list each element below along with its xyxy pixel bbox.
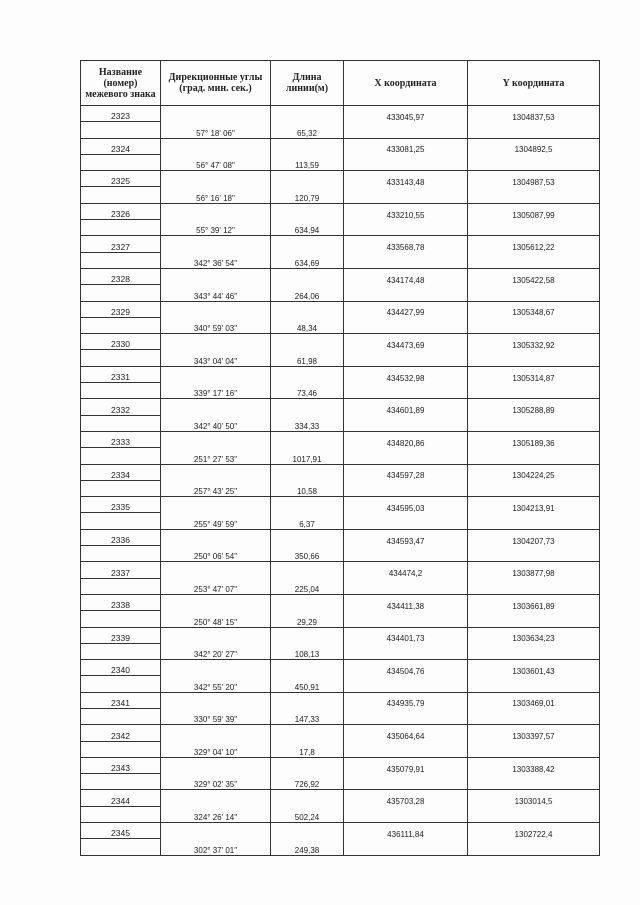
empty-cell xyxy=(344,415,468,431)
line-length-cell: 120,79 xyxy=(271,187,344,203)
line-length-cell: 113,59 xyxy=(271,154,344,170)
header-y-coordinate: Y координата xyxy=(468,61,600,106)
empty-cell xyxy=(161,399,271,415)
line-length-cell: 249,38 xyxy=(271,839,344,855)
empty-cell xyxy=(344,806,468,822)
marker-name-cell: 2337 xyxy=(81,562,161,578)
empty-cell xyxy=(468,252,600,268)
empty-cell xyxy=(468,774,600,790)
y-coordinate-cell: 1303634,23 xyxy=(468,627,600,643)
marker-name-cell: 2341 xyxy=(81,692,161,708)
x-coordinate-cell: 434473,69 xyxy=(344,334,468,350)
empty-cell xyxy=(271,757,344,773)
empty-cell xyxy=(161,268,271,284)
empty-cell xyxy=(271,823,344,839)
line-length-cell: 726,92 xyxy=(271,774,344,790)
empty-cell xyxy=(344,187,468,203)
empty-cell xyxy=(161,106,271,122)
empty-cell xyxy=(344,774,468,790)
empty-cell xyxy=(344,676,468,692)
y-coordinate-cell: 1305422,58 xyxy=(468,268,600,284)
empty-cell xyxy=(161,497,271,513)
direction-angle-cell: 56° 47' 08" xyxy=(161,154,271,170)
table-row-point xyxy=(81,497,600,513)
empty-cell xyxy=(344,480,468,496)
x-coordinate-cell: 434427,99 xyxy=(344,301,468,317)
table-row-point xyxy=(81,757,600,773)
empty-cell xyxy=(468,839,600,855)
x-coordinate-cell: 433081,25 xyxy=(344,138,468,154)
empty-cell xyxy=(468,480,600,496)
line-length-cell: 264,06 xyxy=(271,285,344,301)
table-row-segment xyxy=(81,708,600,724)
empty-cell xyxy=(271,790,344,806)
empty-cell xyxy=(344,317,468,333)
y-coordinate-cell: 1303014,5 xyxy=(468,790,600,806)
y-coordinate-cell: 1304213,91 xyxy=(468,497,600,513)
y-coordinate-cell: 1303661,89 xyxy=(468,594,600,610)
empty-cell xyxy=(468,448,600,464)
empty-cell xyxy=(81,220,161,236)
line-length-cell: 634,94 xyxy=(271,220,344,236)
empty-cell xyxy=(161,138,271,154)
table-row-segment xyxy=(81,546,600,562)
y-coordinate-cell: 1303397,57 xyxy=(468,725,600,741)
empty-cell xyxy=(161,464,271,480)
table-row-point xyxy=(81,660,600,676)
empty-cell xyxy=(468,708,600,724)
empty-cell xyxy=(81,774,161,790)
empty-cell xyxy=(271,399,344,415)
marker-name-cell: 2328 xyxy=(81,268,161,284)
line-length-cell: 65,32 xyxy=(271,122,344,138)
marker-name-cell: 2340 xyxy=(81,660,161,676)
y-coordinate-cell: 1303388,42 xyxy=(468,757,600,773)
empty-cell xyxy=(81,578,161,594)
table-row-segment xyxy=(81,252,600,268)
table-row-segment xyxy=(81,741,600,757)
x-coordinate-cell: 435064,64 xyxy=(344,725,468,741)
x-coordinate-cell: 434411,38 xyxy=(344,594,468,610)
empty-cell xyxy=(344,611,468,627)
table-row-segment xyxy=(81,285,600,301)
table-body xyxy=(81,106,600,856)
empty-cell xyxy=(344,578,468,594)
empty-cell xyxy=(81,741,161,757)
header-direction-angles: Дирекционные углы (град. мин. сек.) xyxy=(161,61,271,106)
empty-cell xyxy=(161,757,271,773)
table-row-segment xyxy=(81,350,600,366)
direction-angle-cell: 330° 59' 39" xyxy=(161,708,271,724)
empty-cell xyxy=(81,187,161,203)
line-length-cell: 634,69 xyxy=(271,252,344,268)
y-coordinate-cell: 1304224,25 xyxy=(468,464,600,480)
empty-cell xyxy=(271,431,344,447)
line-length-cell: 450,91 xyxy=(271,676,344,692)
empty-cell xyxy=(468,415,600,431)
marker-name-cell: 2335 xyxy=(81,497,161,513)
line-length-cell: 350,66 xyxy=(271,546,344,562)
table-row-point xyxy=(81,692,600,708)
table-row-point xyxy=(81,431,600,447)
marker-name-cell: 2339 xyxy=(81,627,161,643)
header-x-coordinate: X координата xyxy=(344,61,468,106)
empty-cell xyxy=(161,366,271,382)
direction-angle-cell: 56° 16' 18" xyxy=(161,187,271,203)
empty-cell xyxy=(81,611,161,627)
empty-cell xyxy=(81,513,161,529)
y-coordinate-cell: 1303601,43 xyxy=(468,660,600,676)
empty-cell xyxy=(81,676,161,692)
marker-name-cell: 2342 xyxy=(81,725,161,741)
direction-angle-cell: 251° 27' 53" xyxy=(161,448,271,464)
empty-cell xyxy=(81,708,161,724)
empty-cell xyxy=(468,611,600,627)
direction-angle-cell: 342° 40' 50" xyxy=(161,415,271,431)
empty-cell xyxy=(81,480,161,496)
empty-cell xyxy=(161,594,271,610)
empty-cell xyxy=(161,725,271,741)
empty-cell xyxy=(271,529,344,545)
empty-cell xyxy=(81,806,161,822)
x-coordinate-cell: 434601,89 xyxy=(344,399,468,415)
empty-cell xyxy=(271,627,344,643)
table-row-segment xyxy=(81,187,600,203)
empty-cell xyxy=(344,252,468,268)
x-coordinate-cell: 434532,98 xyxy=(344,366,468,382)
empty-cell xyxy=(344,350,468,366)
empty-cell xyxy=(271,138,344,154)
direction-angle-cell: 342° 36' 54" xyxy=(161,252,271,268)
line-length-cell: 17,8 xyxy=(271,741,344,757)
x-coordinate-cell: 434504,76 xyxy=(344,660,468,676)
table-row-segment xyxy=(81,480,600,496)
empty-cell xyxy=(271,268,344,284)
empty-cell xyxy=(271,692,344,708)
marker-name-cell: 2332 xyxy=(81,399,161,415)
table-row-segment xyxy=(81,415,600,431)
y-coordinate-cell: 1303877,98 xyxy=(468,562,600,578)
line-length-cell: 147,33 xyxy=(271,708,344,724)
marker-name-cell: 2324 xyxy=(81,138,161,154)
x-coordinate-cell: 436111,84 xyxy=(344,823,468,839)
table-row-point xyxy=(81,106,600,122)
table-row-point xyxy=(81,138,600,154)
y-coordinate-cell: 1303469,01 xyxy=(468,692,600,708)
empty-cell xyxy=(161,562,271,578)
empty-cell xyxy=(81,350,161,366)
y-coordinate-cell: 1304837,53 xyxy=(468,106,600,122)
empty-cell xyxy=(81,643,161,659)
direction-angle-cell: 343° 44' 46" xyxy=(161,285,271,301)
empty-cell xyxy=(344,154,468,170)
direction-angle-cell: 339° 17' 16" xyxy=(161,383,271,399)
empty-cell xyxy=(344,643,468,659)
empty-cell xyxy=(271,497,344,513)
table-row-segment xyxy=(81,317,600,333)
line-length-cell: 61,98 xyxy=(271,350,344,366)
direction-angle-cell: 302° 37' 01" xyxy=(161,839,271,855)
y-coordinate-cell: 1304987,53 xyxy=(468,171,600,187)
empty-cell xyxy=(468,741,600,757)
x-coordinate-cell: 434935,79 xyxy=(344,692,468,708)
empty-cell xyxy=(468,676,600,692)
empty-cell xyxy=(161,431,271,447)
empty-cell xyxy=(344,546,468,562)
empty-cell xyxy=(81,252,161,268)
empty-cell xyxy=(271,660,344,676)
empty-cell xyxy=(161,627,271,643)
direction-angle-cell: 57° 18' 06" xyxy=(161,122,271,138)
x-coordinate-cell: 434595,03 xyxy=(344,497,468,513)
empty-cell xyxy=(468,220,600,236)
marker-name-cell: 2344 xyxy=(81,790,161,806)
y-coordinate-cell: 1305348,67 xyxy=(468,301,600,317)
empty-cell xyxy=(468,578,600,594)
line-length-cell: 48,34 xyxy=(271,317,344,333)
empty-cell xyxy=(161,660,271,676)
marker-name-cell: 2330 xyxy=(81,334,161,350)
empty-cell xyxy=(81,839,161,855)
direction-angle-cell: 342° 55' 20" xyxy=(161,676,271,692)
line-length-cell: 108,13 xyxy=(271,643,344,659)
table-row-segment xyxy=(81,643,600,659)
table-row-segment xyxy=(81,806,600,822)
table-row-point xyxy=(81,627,600,643)
empty-cell xyxy=(344,513,468,529)
x-coordinate-cell: 434597,28 xyxy=(344,464,468,480)
x-coordinate-cell: 433045,97 xyxy=(344,106,468,122)
table-row-segment xyxy=(81,611,600,627)
line-length-cell: 502,24 xyxy=(271,806,344,822)
table-row-point xyxy=(81,725,600,741)
y-coordinate-cell: 1305314,87 xyxy=(468,366,600,382)
marker-name-cell: 2325 xyxy=(81,171,161,187)
table-row-segment xyxy=(81,122,600,138)
table-header-row xyxy=(81,61,600,106)
table-row-point xyxy=(81,594,600,610)
empty-cell xyxy=(81,546,161,562)
empty-cell xyxy=(161,692,271,708)
direction-angle-cell: 340° 59' 03" xyxy=(161,317,271,333)
empty-cell xyxy=(161,529,271,545)
table-row-segment xyxy=(81,448,600,464)
empty-cell xyxy=(344,839,468,855)
empty-cell xyxy=(271,562,344,578)
empty-cell xyxy=(161,301,271,317)
direction-angle-cell: 255° 49' 59" xyxy=(161,513,271,529)
table-row-segment xyxy=(81,839,600,855)
empty-cell xyxy=(81,285,161,301)
empty-cell xyxy=(468,806,600,822)
table-row-point xyxy=(81,399,600,415)
table-row-point xyxy=(81,268,600,284)
table-row-segment xyxy=(81,220,600,236)
y-coordinate-cell: 1302722,4 xyxy=(468,823,600,839)
x-coordinate-cell: 434174,48 xyxy=(344,268,468,284)
x-coordinate-cell: 433568,78 xyxy=(344,236,468,252)
line-length-cell: 1017,91 xyxy=(271,448,344,464)
empty-cell xyxy=(81,415,161,431)
empty-cell xyxy=(468,643,600,659)
table-row-point xyxy=(81,334,600,350)
y-coordinate-cell: 1305288,89 xyxy=(468,399,600,415)
y-coordinate-cell: 1304892,5 xyxy=(468,138,600,154)
table-row-segment xyxy=(81,513,600,529)
empty-cell xyxy=(468,513,600,529)
empty-cell xyxy=(81,154,161,170)
empty-cell xyxy=(344,448,468,464)
empty-cell xyxy=(468,546,600,562)
line-length-cell: 334,33 xyxy=(271,415,344,431)
table-row-point xyxy=(81,366,600,382)
empty-cell xyxy=(161,171,271,187)
direction-angle-cell: 324° 26' 14" xyxy=(161,806,271,822)
empty-cell xyxy=(344,708,468,724)
empty-cell xyxy=(161,790,271,806)
marker-name-cell: 2326 xyxy=(81,203,161,219)
x-coordinate-cell: 434593,47 xyxy=(344,529,468,545)
line-length-cell: 225,04 xyxy=(271,578,344,594)
direction-angle-cell: 250° 06' 54" xyxy=(161,546,271,562)
direction-angle-cell: 342° 20' 27" xyxy=(161,643,271,659)
direction-angle-cell: 250° 48' 15" xyxy=(161,611,271,627)
empty-cell xyxy=(344,285,468,301)
empty-cell xyxy=(468,383,600,399)
table-row-segment xyxy=(81,676,600,692)
y-coordinate-cell: 1305612,22 xyxy=(468,236,600,252)
empty-cell xyxy=(468,285,600,301)
empty-cell xyxy=(271,725,344,741)
x-coordinate-cell: 433143,48 xyxy=(344,171,468,187)
table-row-point xyxy=(81,790,600,806)
empty-cell xyxy=(271,366,344,382)
marker-name-cell: 2334 xyxy=(81,464,161,480)
empty-cell xyxy=(81,448,161,464)
marker-name-cell: 2333 xyxy=(81,431,161,447)
empty-cell xyxy=(468,187,600,203)
empty-cell xyxy=(271,334,344,350)
marker-name-cell: 2327 xyxy=(81,236,161,252)
line-length-cell: 29,29 xyxy=(271,611,344,627)
empty-cell xyxy=(344,741,468,757)
header-line-length: Длина линии(м) xyxy=(271,61,344,106)
line-length-cell: 10,58 xyxy=(271,480,344,496)
marker-name-cell: 2331 xyxy=(81,366,161,382)
marker-name-cell: 2343 xyxy=(81,757,161,773)
empty-cell xyxy=(81,122,161,138)
empty-cell xyxy=(81,317,161,333)
empty-cell xyxy=(271,301,344,317)
table-row-point xyxy=(81,236,600,252)
x-coordinate-cell: 434820,86 xyxy=(344,431,468,447)
header-marker-name: Название (номер) межевого знака xyxy=(81,61,161,106)
x-coordinate-cell: 435703,28 xyxy=(344,790,468,806)
direction-angle-cell: 55° 39' 12" xyxy=(161,220,271,236)
table-row-point xyxy=(81,203,600,219)
y-coordinate-cell: 1305189,36 xyxy=(468,431,600,447)
table-row-point xyxy=(81,562,600,578)
empty-cell xyxy=(81,383,161,399)
table-row-point xyxy=(81,171,600,187)
boundary-coordinates-table xyxy=(80,60,600,856)
direction-angle-cell: 253° 47' 07" xyxy=(161,578,271,594)
empty-cell xyxy=(468,122,600,138)
y-coordinate-cell: 1305332,92 xyxy=(468,334,600,350)
direction-angle-cell: 329° 02' 35" xyxy=(161,774,271,790)
empty-cell xyxy=(271,171,344,187)
empty-cell xyxy=(271,236,344,252)
direction-angle-cell: 329° 04' 10" xyxy=(161,741,271,757)
x-coordinate-cell: 433210,55 xyxy=(344,203,468,219)
empty-cell xyxy=(344,220,468,236)
direction-angle-cell: 343° 04' 04" xyxy=(161,350,271,366)
empty-cell xyxy=(468,317,600,333)
y-coordinate-cell: 1305087,99 xyxy=(468,203,600,219)
table-row-segment xyxy=(81,774,600,790)
x-coordinate-cell: 434474,2 xyxy=(344,562,468,578)
x-coordinate-cell: 435079,91 xyxy=(344,757,468,773)
table-row-point xyxy=(81,301,600,317)
line-length-cell: 73,46 xyxy=(271,383,344,399)
empty-cell xyxy=(161,203,271,219)
table-row-segment xyxy=(81,383,600,399)
table-row-segment xyxy=(81,154,600,170)
empty-cell xyxy=(271,106,344,122)
empty-cell xyxy=(161,334,271,350)
empty-cell xyxy=(271,464,344,480)
empty-cell xyxy=(271,594,344,610)
y-coordinate-cell: 1304207,73 xyxy=(468,529,600,545)
marker-name-cell: 2336 xyxy=(81,529,161,545)
marker-name-cell: 2323 xyxy=(81,106,161,122)
empty-cell xyxy=(344,383,468,399)
empty-cell xyxy=(344,122,468,138)
marker-name-cell: 2345 xyxy=(81,823,161,839)
empty-cell xyxy=(468,154,600,170)
table-row-segment xyxy=(81,578,600,594)
direction-angle-cell: 257° 43' 25" xyxy=(161,480,271,496)
empty-cell xyxy=(468,350,600,366)
table-row-point xyxy=(81,529,600,545)
empty-cell xyxy=(161,823,271,839)
marker-name-cell: 2329 xyxy=(81,301,161,317)
line-length-cell: 6,37 xyxy=(271,513,344,529)
coordinates-sheet xyxy=(80,60,599,855)
empty-cell xyxy=(161,236,271,252)
table-row-point xyxy=(81,464,600,480)
x-coordinate-cell: 434401,73 xyxy=(344,627,468,643)
marker-name-cell: 2338 xyxy=(81,594,161,610)
empty-cell xyxy=(271,203,344,219)
table-row-point xyxy=(81,823,600,839)
